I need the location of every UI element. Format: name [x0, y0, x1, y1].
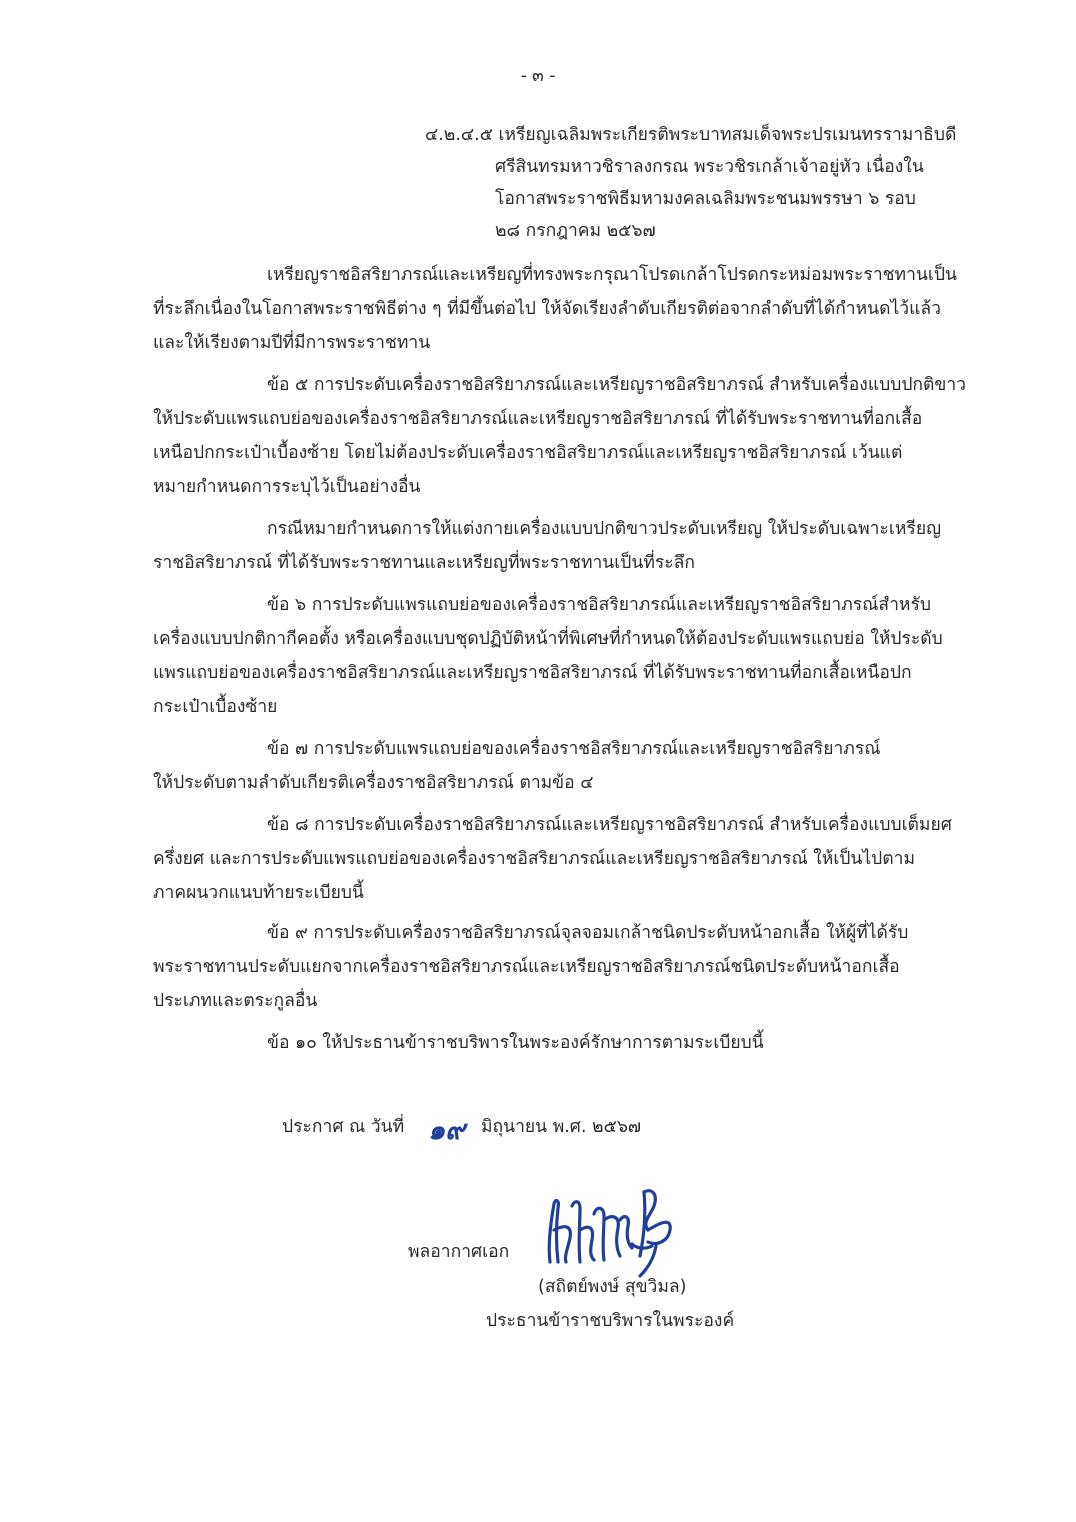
signer-name: (สถิตย์พงษ์ สุขวิมล): [538, 1277, 687, 1297]
heading-line-4: ๒๘ กรกฎาคม ๒๕๖๗: [495, 221, 656, 241]
paragraph-line: ข้อ ๑๐ ให้ประธานข้าราชบริพารในพระองค์รักษาการตามระเบียบนี้: [267, 1033, 764, 1053]
paragraph-line: หมายกำหนดการระบุไว้เป็นอย่างอื่น: [153, 477, 421, 497]
paragraph-line: เหรียญราชอิสริยาภรณ์และเหรียญที่ทรงพระกรุณาโปรดเกล้าโปรดกระหม่อมพระราชทานเป็น: [267, 265, 957, 285]
paragraph-line: ข้อ ๖ การประดับแพรแถบย่อของเครื่องราชอิสริยาภรณ์และเหรียญราชอิสริยาภรณ์สำหรับ: [267, 595, 931, 615]
paragraph-line: พระราชทานประดับแยกจากเครื่องราชอิสริยาภรณ์และเหรียญราชอิสริยาภรณ์ชนิดประดับหน้าอกเสื้อ: [153, 957, 900, 977]
heading-line-3: โอกาสพระราชพิธีมหามงคลเฉลิมพระชนมพรรษา ๖ รอบ: [495, 189, 916, 209]
paragraph-line: ข้อ ๕ การประดับเครื่องราชอิสริยาภรณ์และเหรียญราชอิสริยาภรณ์ สำหรับเครื่องแบบปกติขาว: [267, 375, 967, 395]
paragraph-line: ที่ระลึกเนื่องในโอกาสพระราชพิธีต่าง ๆ ที่มีขึ้นต่อไป ให้จัดเรียงลำดับเกียรติต่อจากลำดับที่ได้กำหนดไว้แล้ว: [153, 299, 941, 319]
paragraph-line: ข้อ ๗ การประดับแพรแถบย่อของเครื่องราชอิสริยาภรณ์และเหรียญราชอิสริยาภรณ์: [267, 739, 881, 759]
heading-line-2: ศรีสินทรมหาวชิราลงกรณ พระวชิรเกล้าเจ้าอยู่หัว เนื่องใน: [495, 157, 924, 177]
paragraph-line: ราชอิสริยาภรณ์ ที่ได้รับพระราชทานและเหรียญที่พระราชทานเป็นที่ระลึก: [153, 553, 695, 573]
announcement-prefix: ประกาศ ณ วันที่: [282, 1117, 405, 1137]
handwritten-signature: [536, 1186, 681, 1286]
page-number: - ๓ -: [520, 66, 556, 86]
paragraph-line: ภาคผนวกแนบท้ายระเบียบนี้: [153, 883, 364, 903]
paragraph-line: เครื่องแบบปกติกากีคอตั้ง หรือเครื่องแบบชุดปฏิบัติหน้าที่พิเศษที่กำหนดให้ต้องประดับแพรแถบย่อ ให้ประดับ: [153, 629, 943, 649]
paragraph-line: กระเป๋าเบื้องซ้าย: [153, 697, 278, 717]
handwritten-day: ๑๙: [428, 1115, 465, 1146]
paragraph-line: แพรแถบย่อของเครื่องราชอิสริยาภรณ์และเหรียญราชอิสริยาภรณ์ ที่ได้รับพระราชทานที่อกเสื้อเหนือปก: [153, 663, 912, 683]
paragraph-line: ให้ประดับแพรแถบย่อของเครื่องราชอิสริยาภรณ์และเหรียญราชอิสริยาภรณ์ ที่ได้รับพระราชทานที่อกเสื้อ: [153, 409, 923, 429]
heading-line-1: ๔.๒.๔.๕ เหรียญเฉลิมพระเกียรติพระบาทสมเด็จพระปรเมนทรรามาธิบดี: [425, 125, 957, 145]
paragraph-line: ให้ประดับตามลำดับเกียรติเครื่องราชอิสริยาภรณ์ ตามข้อ ๔: [153, 773, 594, 793]
signer-rank: พลอากาศเอก: [408, 1242, 510, 1262]
signer-position: ประธานข้าราชบริพารในพระองค์: [486, 1311, 735, 1331]
paragraph-line: ครึ่งยศ และการประดับแพรแถบย่อของเครื่องราชอิสริยาภรณ์และเหรียญราชอิสริยาภรณ์ ให้เป็นไปตาม: [153, 849, 916, 869]
paragraph-line: เหนือปกกระเป๋าเบื้องซ้าย โดยไม่ต้องประดับเครื่องราชอิสริยาภรณ์และเหรียญราชอิสริยาภรณ์ เว้นแต่: [153, 443, 903, 463]
paragraph-line: และให้เรียงตามปีที่มีการพระราชทาน: [153, 333, 431, 353]
announcement-suffix: มิถุนายน พ.ศ. ๒๕๖๗: [481, 1117, 642, 1137]
paragraph-line: ข้อ ๘ การประดับเครื่องราชอิสริยาภรณ์และเหรียญราชอิสริยาภรณ์ สำหรับเครื่องแบบเต็มยศ: [267, 815, 952, 835]
paragraph-line: กรณีหมายกำหนดการให้แต่งกายเครื่องแบบปกติขาวประดับเหรียญ ให้ประดับเฉพาะเหรียญ: [267, 519, 941, 539]
paragraph-line: ประเภทและตระกูลอื่น: [153, 991, 318, 1011]
paragraph-line: ข้อ ๙ การประดับเครื่องราชอิสริยาภรณ์จุลจอมเกล้าชนิดประดับหน้าอกเสื้อ ให้ผู้ที่ได้รับ: [267, 923, 909, 943]
